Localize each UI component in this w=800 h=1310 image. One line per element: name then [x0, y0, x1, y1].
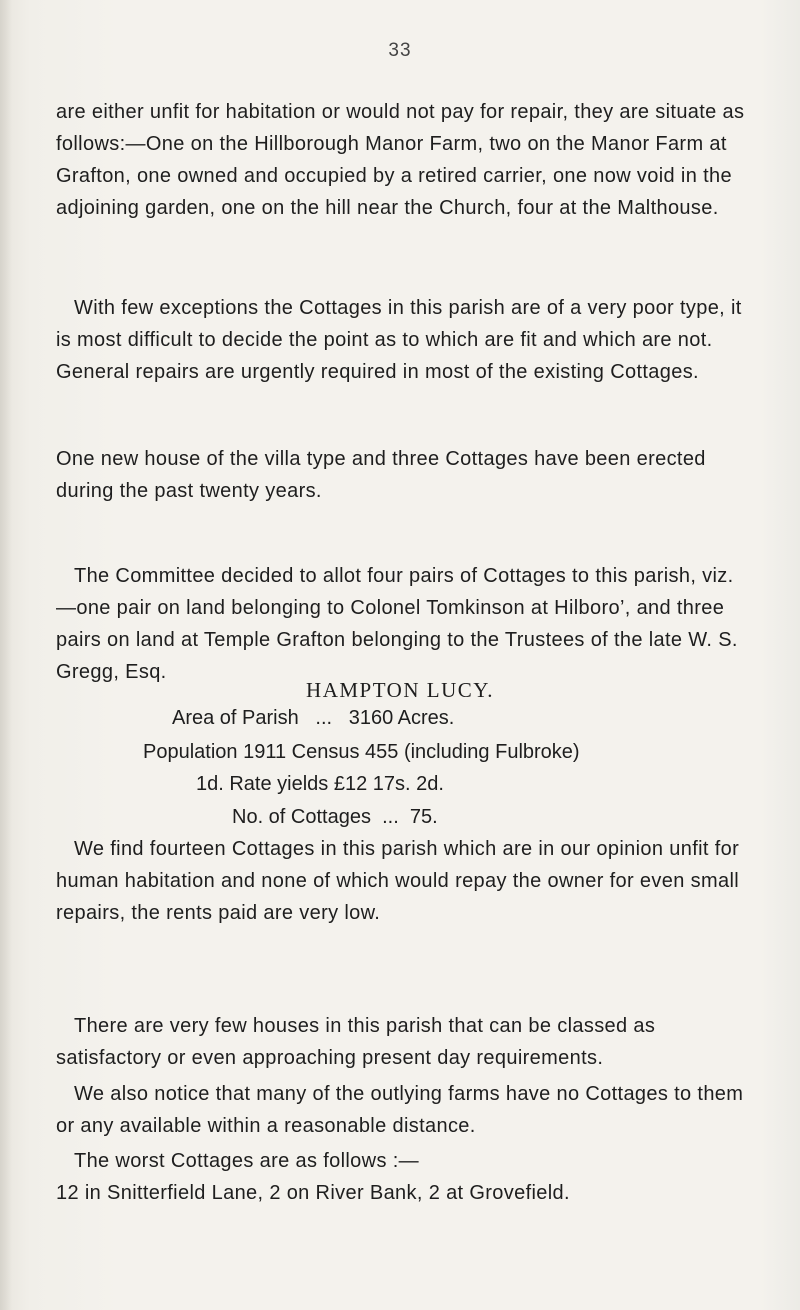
stat-cottages: No. of Cottages ... 75. [232, 806, 438, 828]
paragraph-text: We also notice that many of the outlying farms have no Cottages to them or any available within a reasonable distance. [56, 1083, 744, 1137]
paragraph-text: With few exceptions the Cottages in this parish are of a very poor type, it is most difficult to decide the point as to which are fit and which are not. General repairs are urgently required in most of the existing Cottages. [56, 297, 742, 383]
paragraph-few-satisfactory [56, 1010, 746, 1074]
paragraph-outlying-farms [56, 1078, 746, 1142]
paragraph-text: There are very few houses in this parish that can be classed as satisfactory or even approaching present day requirements. [56, 1015, 656, 1069]
stat-population: Population 1911 Census 455 (including Fulbroke) [143, 741, 580, 763]
paragraph-worst-cottages [56, 1145, 746, 1177]
paragraph-text: We find fourteen Cottages in this parish which are in our opinion unfit for human habitation and none of which would repay the owner for even small repairs, the rents paid are very low. [56, 838, 740, 924]
page-shadow-edge [0, 0, 12, 1310]
stat-rate: 1d. Rate yields £12 17s. 2d. [196, 773, 444, 795]
paragraph-new-houses [56, 443, 746, 507]
paragraph-unfit-fourteen [56, 833, 746, 929]
paragraph-text: One new house of the villa type and three Cottages have been erected during the past twenty years. [56, 448, 706, 502]
paragraph-text: 12 in Snitterfield Lane, 2 on River Bank, 2 at Grovefield. [56, 1182, 570, 1204]
paragraph-committee-allotment [56, 560, 746, 688]
section-heading: HAMPTON LUCY. [306, 678, 494, 702]
paragraph-worst-list [56, 1177, 746, 1209]
paragraph-text: are either unfit for habitation or would not pay for repair, they are situate as follows:—One on the Hillborough Manor Farm, two on the Manor Farm at Grafton, one owned and occupied by a retired carrier, one now void in the adjoining garden, one on the hill near the Church, four at the Malthouse. [56, 101, 745, 219]
paragraph-cottage-condition [56, 292, 746, 388]
paragraph-unfit-cottages-list [56, 96, 746, 224]
paragraph-text: The Committee decided to allot four pairs of Cottages to this parish, viz.—one pair on land belonging to Colonel Tomkinson at Hilboro’, and three pairs on land at Temple Grafton belonging to the Trustees of the late W. S. Gregg, Esq. [56, 565, 738, 683]
page-number: 33 [388, 40, 412, 61]
stat-area: Area of Parish ... 3160 Acres. [172, 707, 455, 729]
paragraph-text: The worst Cottages are as follows :— [74, 1150, 419, 1172]
